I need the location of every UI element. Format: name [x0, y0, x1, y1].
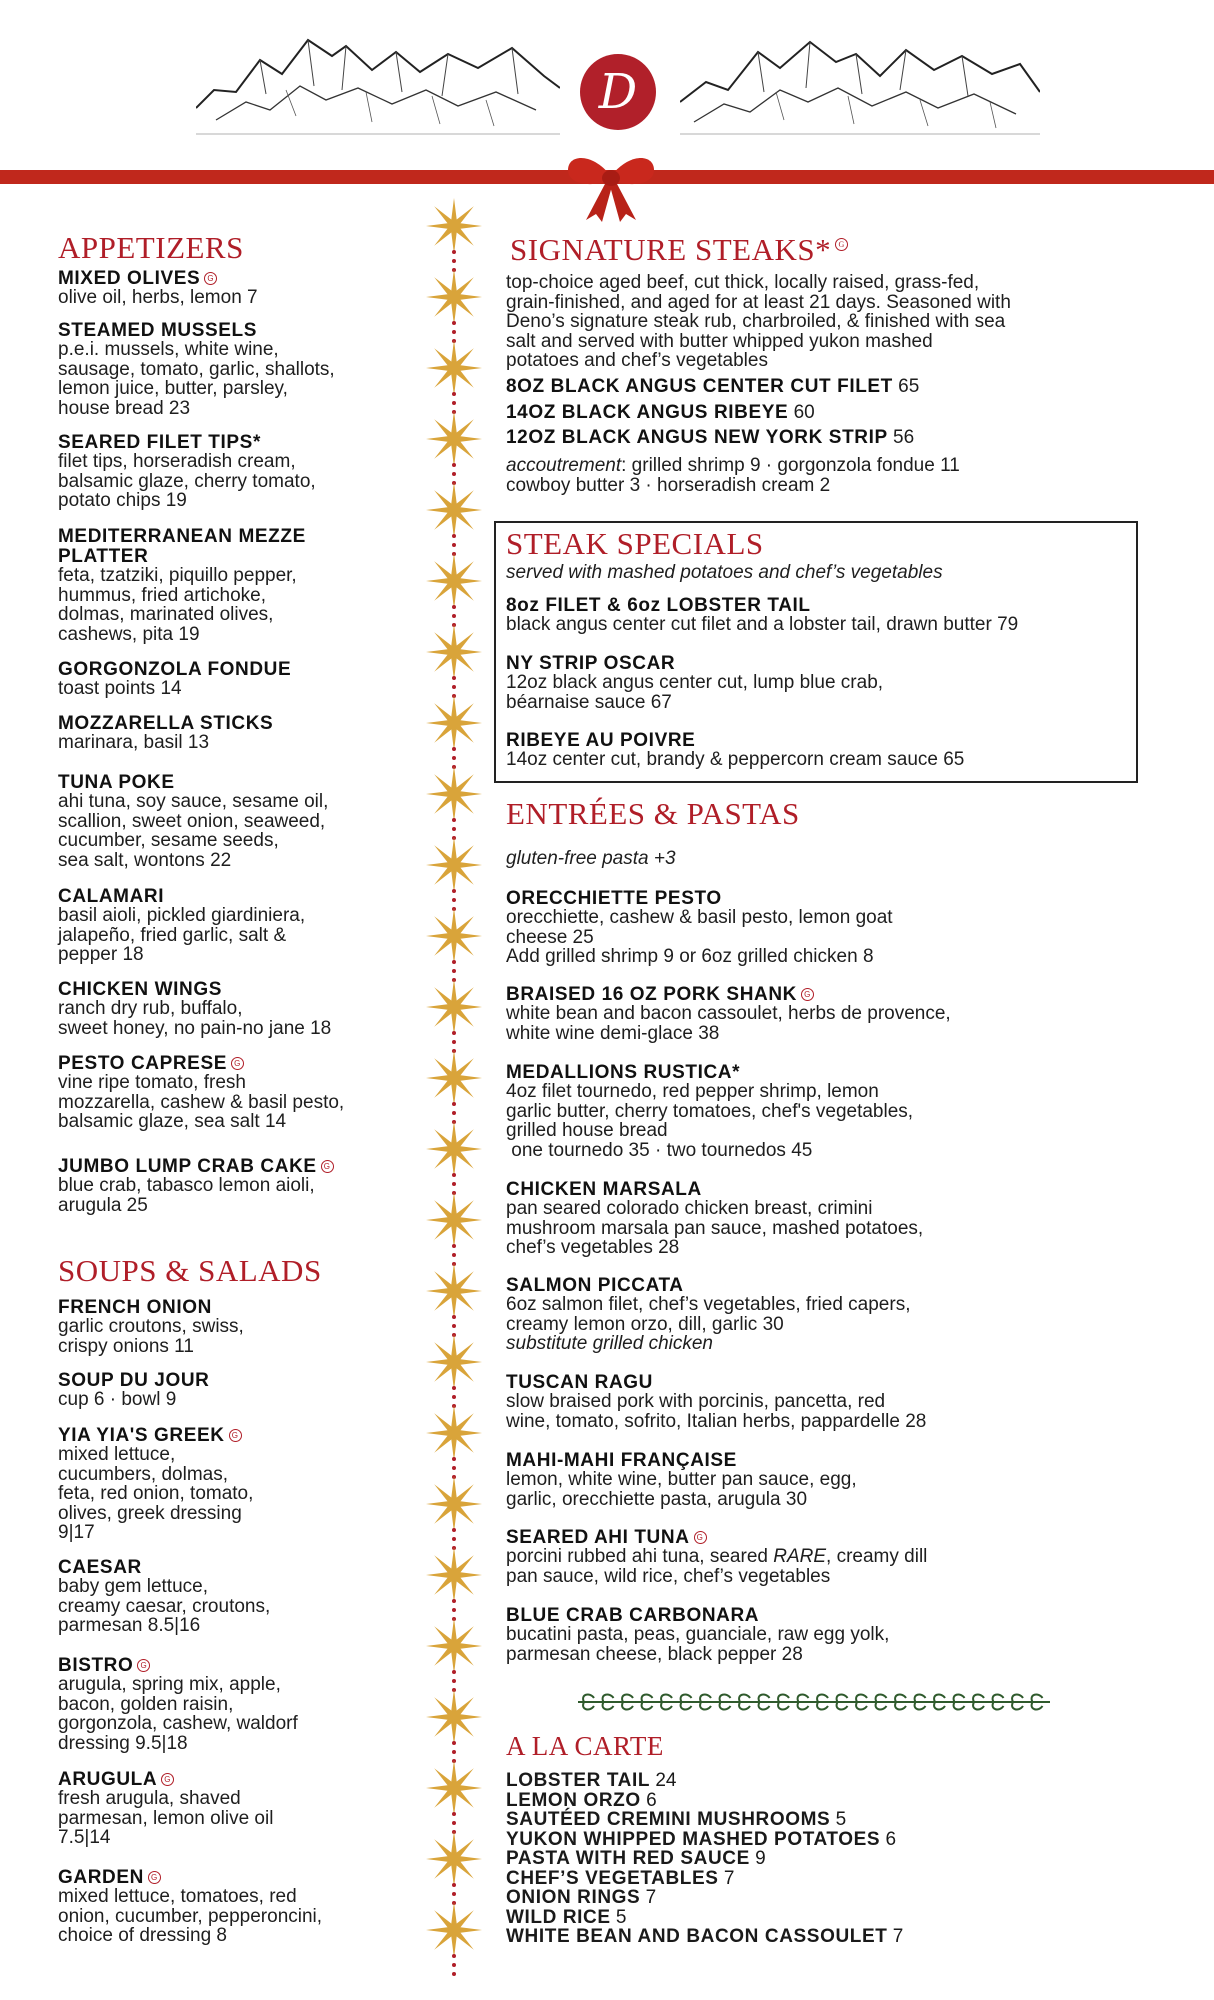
divider-dot: [452, 1111, 456, 1115]
divider-dot: [452, 1883, 456, 1887]
divider-dot: [452, 1253, 456, 1257]
item-description: arugula 25: [58, 1194, 148, 1216]
divider-dot: [452, 1670, 456, 1674]
menu-item-soup-du-jour: [58, 1371, 210, 1410]
divider-dot: [452, 1608, 456, 1612]
menu-item-seared-ahi-tuna: [506, 1528, 927, 1586]
accoutrement-line: cowboy butter 3 · horseradish cream 2: [506, 474, 831, 496]
steak-accoutrement: [506, 456, 960, 495]
star-icon: [426, 1334, 482, 1390]
star-divider: [418, 190, 490, 2000]
list-item: LEMON ORZO 6: [506, 1789, 657, 1811]
item-description: p.e.i. mussels, white wine,: [58, 339, 279, 360]
item-description: béarnaise sauce 67: [506, 691, 672, 713]
divider-dot: [452, 534, 456, 538]
item-description: balsamic glaze, cherry tomato,: [58, 470, 316, 492]
item-name: SALMON PICCATA: [506, 1275, 684, 1296]
star-icon: [426, 624, 482, 680]
item-name: GARDEN: [58, 1867, 144, 1888]
star-icon: [426, 340, 482, 396]
item-description: , creamy dill: [826, 1546, 928, 1567]
entrees-note: gluten-free pasta +3: [506, 848, 676, 869]
divider-dot: [452, 960, 456, 964]
item-name: PLATTER: [58, 546, 149, 567]
steak-specials-title: STEAK SPECIALS: [506, 526, 764, 561]
item-description: white wine demi-glace 38: [506, 1022, 720, 1044]
divider-dot: [452, 1182, 456, 1186]
gluten-free-icon: G: [835, 238, 848, 251]
item-name: RIBEYE AU POIVRE: [506, 730, 696, 751]
item-name: BRAISED 16 OZ PORK SHANK: [506, 984, 797, 1005]
star-icon: [426, 1689, 482, 1745]
divider-dot: [452, 1599, 456, 1603]
item-description: olive oil, herbs, lemon 7: [58, 287, 258, 308]
item-description: mixed lettuce, tomatoes, red: [58, 1886, 297, 1907]
divider-dot: [452, 1812, 456, 1816]
menu-item-mahi-mahi: [506, 1451, 857, 1509]
item-description: feta, red onion, tomato,: [58, 1483, 254, 1504]
star-icon: [426, 1902, 482, 1958]
item-description: bucatini pasta, peas, guanciale, raw egg yolk,: [506, 1624, 890, 1645]
item-description: blue crab, tabasco lemon aioli,: [58, 1175, 315, 1196]
item-description: pan sauce, wild rice, chef’s vegetables: [506, 1565, 831, 1587]
divider-dot: [452, 1324, 456, 1328]
gluten-free-icon: G: [231, 1057, 244, 1070]
item-description: chef’s vegetables 28: [506, 1237, 680, 1258]
item-name: MOZZARELLA STICKS: [58, 713, 274, 734]
item-name: FRENCH ONION: [58, 1297, 212, 1318]
item-description: wine, tomato, sofrito, Italian herbs, pappardelle 28: [506, 1410, 927, 1432]
item-name: GORGONZOLA FONDUE: [58, 659, 292, 680]
menu-item-mixed-olives: [58, 269, 258, 308]
item-name: 14OZ BLACK ANGUS RIBEYE: [506, 402, 789, 423]
divider-dot: [452, 1386, 456, 1390]
divider-dot: [452, 472, 456, 476]
steaks-intro-line: grain-finished, and aged for at least 21 days. Seasoned with: [506, 291, 1011, 313]
divider-dot: [452, 321, 456, 325]
divider-dot: [452, 401, 456, 405]
soups-salads-title: SOUPS & SALADS: [58, 1253, 322, 1288]
item-description: sausage, tomato, garlic, shallots,: [58, 358, 335, 380]
item-description: fresh arugula, shaved: [58, 1788, 241, 1809]
divider-dot: [452, 1963, 456, 1967]
item-name: MEDALLIONS RUSTICA*: [506, 1062, 741, 1083]
item-description: garlic, orecchiette pasta, arugula 30: [506, 1488, 808, 1510]
divider-dot: [452, 818, 456, 822]
steaks-intro-line: Deno’s signature steak rub, charbroiled, & finished with sea: [506, 311, 1006, 332]
list-item: WILD RICE 5: [506, 1906, 627, 1928]
divider-dot: [452, 392, 456, 396]
item-description: feta, tzatziki, piquillo pepper,: [58, 565, 297, 586]
menu-item-pork-shank: [506, 985, 951, 1043]
item-description: cucumbers, dolmas,: [58, 1463, 229, 1485]
star-icon: [426, 1050, 482, 1106]
mountains-icon: [196, 30, 560, 142]
menu-item-calamari: [58, 887, 305, 965]
steak-item-ny-strip: [506, 428, 914, 448]
menu-item-garden: [58, 1868, 322, 1946]
menu-item-tuscan-ragu: [506, 1373, 926, 1431]
item-description: 9|17: [58, 1522, 95, 1543]
item-description: white bean and bacon cassoulet, herbs de provence,: [506, 1003, 951, 1024]
item-description: dressing 9.5|18: [58, 1732, 188, 1754]
item-description: cashews, pita 19: [58, 623, 200, 645]
item-description: 4oz filet tournedo, red pepper shrimp, lemon: [506, 1081, 879, 1102]
item-name: STEAMED MUSSELS: [58, 320, 258, 341]
item-name: CHICKEN WINGS: [58, 979, 223, 1000]
divider-dot: [452, 1244, 456, 1248]
divider-dot: [452, 889, 456, 893]
divider-dot: [452, 1466, 456, 1470]
item-description: pepper 18: [58, 944, 144, 965]
gluten-free-icon: G: [148, 1871, 161, 1884]
steaks-intro-line: top-choice aged beef, cut thick, locally raised, grass-fed,: [506, 272, 980, 293]
item-description: orecchiette, cashew & basil pesto, lemon goat: [506, 907, 893, 928]
steak-item-filet: [506, 377, 919, 397]
logo-letter: D: [598, 64, 638, 120]
gluten-free-icon: G: [694, 1531, 707, 1544]
item-description: potato chips 19: [58, 490, 187, 511]
divider-dot: [452, 1040, 456, 1044]
star-icon: [426, 553, 482, 609]
divider-dot: [452, 1537, 456, 1541]
menu-item-bistro: [58, 1656, 298, 1753]
gluten-free-icon: G: [137, 1659, 150, 1672]
item-description: Add grilled shrimp 9 or 6oz grilled chicken 8: [506, 946, 874, 967]
restaurant-logo: [580, 54, 656, 130]
item-description: 12oz black angus center cut, lump blue crab,: [506, 672, 884, 693]
item-name: BISTRO: [58, 1655, 134, 1676]
menu-item-caesar: [58, 1558, 270, 1636]
a-la-carte-title: A LA CARTE: [506, 1731, 664, 1761]
item-name: 8oz FILET & 6oz LOBSTER TAIL: [506, 595, 811, 616]
menu-item-seared-filet-tips: [58, 433, 316, 511]
item-description: lemon juice, butter, parsley,: [58, 378, 288, 399]
star-icon: [426, 1618, 482, 1674]
item-description: baby gem lettuce,: [58, 1576, 208, 1597]
item-name: CHICKEN MARSALA: [506, 1179, 702, 1200]
menu-item-mozzarella-sticks: [58, 714, 273, 753]
divider-dot: [452, 1741, 456, 1745]
item-description: sweet honey, no pain-no jane 18: [58, 1017, 332, 1039]
item-name: ORECCHIETTE PESTO: [506, 888, 722, 909]
menu-item-greek-salad: [58, 1426, 253, 1543]
gluten-free-icon: G: [229, 1429, 242, 1442]
divider-dot: [452, 1972, 456, 1976]
special-item-filet-lobster: [506, 596, 1018, 635]
item-description: marinara, basil 13: [58, 732, 210, 753]
steak-item-ribeye: [506, 403, 815, 423]
list-item: SAUTÉED CREMINI MUSHROOMS 5: [506, 1809, 847, 1830]
item-name: CALAMARI: [58, 886, 165, 907]
divider-dot: [452, 1528, 456, 1532]
menu-item-salmon-piccata: [506, 1276, 910, 1354]
list-item: PASTA WITH RED SAUCE 9: [506, 1848, 766, 1869]
item-description: basil aioli, pickled giardiniera,: [58, 905, 306, 926]
star-icon: [426, 766, 482, 822]
star-icon: [426, 411, 482, 467]
item-description: black angus center cut filet and a lobster tail, drawn butter 79: [506, 614, 1019, 635]
divider-dot: [452, 1821, 456, 1825]
star-icon: [426, 1405, 482, 1461]
gluten-free-icon: G: [321, 1160, 334, 1173]
item-name: SOUP DU JOUR: [58, 1370, 210, 1391]
item-price: 60: [793, 402, 815, 423]
item-description: filet tips, horseradish cream,: [58, 451, 296, 472]
item-description: jalapeño, fried garlic, salt &: [58, 924, 287, 946]
item-description: pan seared colorado chicken breast, crimini: [506, 1198, 873, 1219]
entrees-pastas-title: ENTRÉES & PASTAS: [506, 796, 800, 831]
item-description: 6oz salmon filet, chef’s vegetables, fried capers,: [506, 1294, 911, 1315]
item-name: MIXED OLIVES: [58, 268, 201, 289]
divider-dot: [452, 1954, 456, 1958]
item-description: olives, greek dressing: [58, 1502, 242, 1524]
menu-item-tuna-poke: [58, 773, 328, 870]
menu-item-pesto-caprese: [58, 1054, 344, 1132]
star-icon: [426, 1476, 482, 1532]
item-description: slow braised pork with porcinis, pancetta, red: [506, 1391, 886, 1412]
menu-item-gorgonzola-fondue: [58, 660, 291, 699]
star-icon: [426, 979, 482, 1035]
a-la-carte-list: [506, 1771, 903, 1947]
item-name: MEDITERRANEAN MEZZE: [58, 526, 306, 547]
item-name: 8OZ BLACK ANGUS CENTER CUT FILET: [506, 376, 893, 397]
star-icon: [426, 1263, 482, 1319]
wreath-icon: [574, 1690, 1054, 1714]
item-note: substitute grilled chicken: [506, 1333, 713, 1354]
divider-dot: [452, 756, 456, 760]
item-description: porcini rubbed ahi tuna, seared: [506, 1546, 774, 1567]
specials-subtitle: served with mashed potatoes and chef’s vegetables: [506, 562, 943, 583]
item-name: MAHI-MAHI FRANÇAISE: [506, 1450, 737, 1471]
item-description: mushroom marsala pan sauce, mashed potatoes,: [506, 1217, 924, 1239]
steaks-intro-line: potatoes and chef’s vegetables: [506, 350, 768, 371]
special-item-ny-strip-oscar: [506, 654, 883, 712]
star-icon: [426, 1760, 482, 1816]
accoutrement-line: : grilled shrimp 9 · gorgonzola fondue 11: [621, 455, 960, 476]
divider-dot: [452, 330, 456, 334]
item-name: TUNA POKE: [58, 772, 175, 793]
item-description: ahi tuna, soy sauce, sesame oil,: [58, 791, 329, 812]
item-description: vine ripe tomato, fresh: [58, 1072, 246, 1093]
divider-dot: [452, 1679, 456, 1683]
item-description: mixed lettuce,: [58, 1444, 176, 1465]
divider-dot: [452, 614, 456, 618]
divider-dot: [452, 1102, 456, 1106]
menu-item-chicken-wings: [58, 980, 331, 1038]
item-description: sea salt, wontons 22: [58, 849, 232, 871]
item-name: JUMBO LUMP CRAB CAKE: [58, 1156, 317, 1177]
item-description: garlic croutons, swiss,: [58, 1316, 244, 1337]
item-description: balsamic glaze, sea salt 14: [58, 1111, 287, 1132]
item-name: YIA YIA'S GREEK: [58, 1425, 225, 1446]
item-description: ranch dry rub, buffalo,: [58, 998, 243, 1019]
steaks-intro-line: salt and served with butter whipped yukon mashed: [506, 330, 933, 352]
divider-dot: [452, 1173, 456, 1177]
item-description: parmesan 8.5|16: [58, 1615, 201, 1636]
item-description: bacon, golden raisin,: [58, 1693, 234, 1715]
star-icon: [426, 908, 482, 964]
item-price: 65: [898, 376, 920, 397]
divider-dot: [452, 605, 456, 609]
appetizers-title: APPETIZERS: [58, 230, 244, 265]
item-name: 12OZ BLACK ANGUS NEW YORK STRIP: [506, 427, 888, 448]
item-description: onion, cucumber, pepperoncini,: [58, 1905, 323, 1927]
menu-item-mezze-platter: [58, 527, 306, 644]
menu-item-steamed-mussels: [58, 321, 335, 418]
item-description: choice of dressing 8: [58, 1925, 227, 1946]
item-description: garlic butter, cherry tomatoes, chef's vegetables,: [506, 1100, 914, 1122]
item-name: NY STRIP OSCAR: [506, 653, 676, 674]
item-description: crispy onions 11: [58, 1335, 194, 1357]
item-description: gorgonzola, cashew, waldorf: [58, 1713, 298, 1734]
item-description: mozzarella, cashew & basil pesto,: [58, 1091, 345, 1113]
signature-steaks-title: SIGNATURE STEAKS* G: [510, 232, 848, 268]
item-description: cucumber, sesame seeds,: [58, 830, 279, 851]
star-icon: [426, 1547, 482, 1603]
star-icon: [426, 837, 482, 893]
divider-dot: [452, 250, 456, 254]
menu-header: [0, 0, 1214, 215]
item-name: SEARED AHI TUNA: [506, 1527, 690, 1548]
divider-dot: [452, 676, 456, 680]
item-description: cup 6 · bowl 9: [58, 1389, 177, 1410]
special-item-ribeye-au-poivre: [506, 731, 964, 770]
item-name: ARUGULA: [58, 1769, 158, 1790]
divider-dot: [452, 1750, 456, 1754]
list-item: CHEF’S VEGETABLES 7: [506, 1867, 735, 1889]
star-icon: [426, 269, 482, 325]
list-item: WHITE BEAN AND BACON CASSOULET 7: [506, 1926, 904, 1947]
accoutrement-label: accoutrement: [506, 455, 622, 476]
item-name: TUSCAN RAGU: [506, 1372, 653, 1393]
item-description: parmesan, lemon olive oil: [58, 1807, 274, 1829]
divider-dot: [452, 1031, 456, 1035]
menu-item-arugula: [58, 1770, 273, 1848]
star-icon: [426, 198, 482, 254]
item-description: dolmas, marinated olives,: [58, 604, 274, 625]
gluten-free-icon: G: [161, 1773, 174, 1786]
item-description: hummus, fried artichoke,: [58, 584, 267, 606]
divider-dot: [452, 1315, 456, 1319]
item-emphasis: RARE: [773, 1546, 827, 1567]
gluten-free-icon: G: [801, 988, 814, 1001]
item-description: arugula, spring mix, apple,: [58, 1674, 281, 1695]
item-description: 7.5|14: [58, 1827, 111, 1848]
item-description: creamy lemon orzo, dill, garlic 30: [506, 1313, 784, 1335]
divider-dot: [452, 898, 456, 902]
divider-dot: [452, 543, 456, 547]
menu-item-crab-cake: [58, 1157, 334, 1215]
divider-dot: [452, 685, 456, 689]
star-icon: [426, 1192, 482, 1248]
menu-item-orecchiette-pesto: [506, 889, 893, 967]
item-description: lemon, white wine, butter pan sauce, egg,: [506, 1469, 857, 1490]
item-description: scallion, sweet onion, seaweed,: [58, 810, 326, 832]
star-icon: [426, 1831, 482, 1887]
list-item: ONION RINGS 7: [506, 1887, 657, 1908]
divider-dot: [452, 1457, 456, 1461]
divider-dot: [452, 1395, 456, 1399]
star-icon: [426, 482, 482, 538]
item-description: one tournedo 35 · two tournedos 45: [506, 1139, 813, 1161]
item-description: grilled house bread: [506, 1120, 668, 1141]
divider-dot: [452, 747, 456, 751]
list-item: YUKON WHIPPED MASHED POTATOES 6: [506, 1828, 897, 1850]
item-name: PESTO CAPRESE: [58, 1053, 227, 1074]
menu-item-medallions-rustica: [506, 1063, 913, 1160]
star-icon: [426, 1121, 482, 1177]
menu-item-blue-crab-carbonara: [506, 1606, 889, 1664]
gluten-free-icon: G: [204, 272, 217, 285]
item-name: CAESAR: [58, 1557, 142, 1578]
item-description: cheese 25: [506, 926, 594, 948]
divider-dot: [452, 827, 456, 831]
divider-dot: [452, 463, 456, 467]
divider-dot: [452, 259, 456, 263]
divider-dot: [452, 1892, 456, 1896]
item-description: creamy caesar, croutons,: [58, 1595, 271, 1617]
star-icon: [426, 695, 482, 751]
item-description: house bread 23: [58, 397, 191, 419]
menu-item-chicken-marsala: [506, 1180, 923, 1258]
item-name: BLUE CRAB CARBONARA: [506, 1605, 760, 1626]
item-price: 56: [893, 427, 915, 448]
mountains-icon: [680, 30, 1040, 142]
steaks-intro: [506, 273, 1011, 371]
divider-dot: [452, 969, 456, 973]
item-description: toast points 14: [58, 678, 182, 699]
item-name: SEARED FILET TIPS*: [58, 432, 261, 453]
menu-item-french-onion: [58, 1298, 244, 1356]
item-description: parmesan cheese, black pepper 28: [506, 1643, 803, 1665]
item-description: 14oz center cut, brandy & peppercorn cream sauce 65: [506, 749, 965, 770]
bow-icon: [562, 146, 660, 224]
list-item: LOBSTER TAIL 24: [506, 1770, 677, 1791]
